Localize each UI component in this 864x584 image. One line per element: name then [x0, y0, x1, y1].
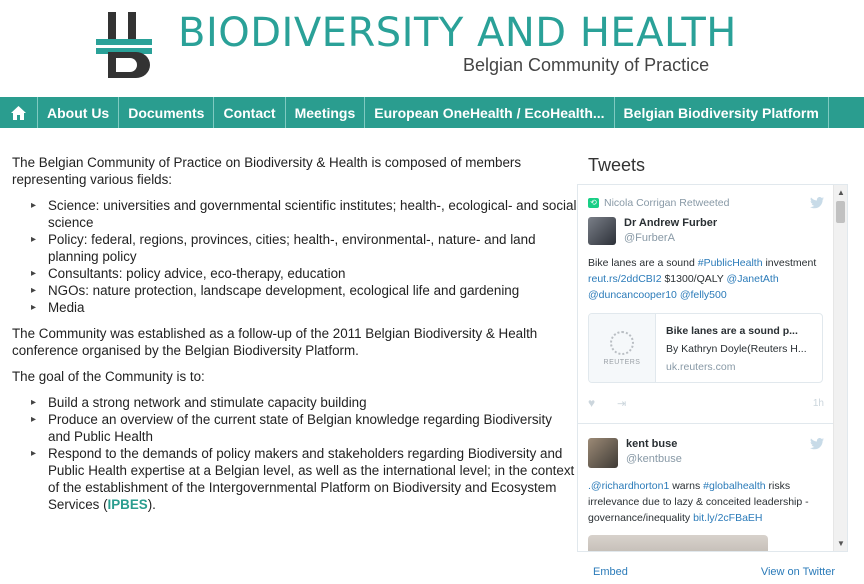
site-title[interactable]: BIODIVERSITY AND HEALTH: [178, 10, 737, 56]
tweets-heading: Tweets: [588, 155, 646, 175]
nav-meetings[interactable]: Meetings: [286, 97, 366, 128]
nav-about-us[interactable]: About Us: [38, 97, 119, 128]
list-item: ▸ Produce an overview of the current state of Belgian knowledge regarding Biodiversity and Public Health: [30, 411, 577, 445]
goal-text-end: ).: [147, 497, 156, 512]
retweet-icon: ⟲: [588, 198, 599, 208]
author-handle[interactable]: @kentbuse: [626, 453, 682, 465]
twitter-bird-icon[interactable]: [810, 197, 824, 209]
list-item: ▸ Media: [30, 299, 577, 316]
scroll-up-icon[interactable]: ▲: [837, 188, 845, 197]
tweet-text: [588, 478, 824, 526]
view-on-twitter-link[interactable]: View on Twitter: [760, 566, 835, 578]
list-item: [30, 445, 577, 513]
list-item: ▸ Policy: federal, regions, provinces, cities; health-, environmental-, nature- and land planning policy: [30, 231, 577, 265]
site-logo[interactable]: [96, 12, 152, 78]
goals-list: [30, 394, 577, 513]
url-link[interactable]: bit.ly/2cFBaEH: [693, 512, 763, 524]
nav-home[interactable]: [0, 97, 38, 128]
main-nav: [0, 97, 864, 128]
scroll-down-icon[interactable]: ▼: [837, 539, 845, 548]
tweet-text-part: warns: [669, 480, 704, 492]
mention-link[interactable]: @felly500: [679, 289, 727, 301]
author-handle[interactable]: @FurberA: [624, 232, 675, 244]
author-name[interactable]: Dr Andrew Furber: [624, 217, 718, 229]
tweet[interactable]: [588, 438, 824, 526]
author-name[interactable]: kent buse: [626, 438, 678, 450]
list-item: ▸ Build a strong network and stimulate capacity building: [30, 394, 577, 411]
hashtag-link[interactable]: #PublicHealth: [697, 257, 763, 269]
tweet-text-part: risks irrelevance due to lazy & conceited leadership - governance/inequality: [588, 480, 809, 524]
avatar[interactable]: [588, 217, 616, 245]
tweet-author[interactable]: [588, 217, 824, 245]
twitter-timeline[interactable]: [577, 184, 848, 552]
ipbes-link[interactable]: IPBES: [107, 497, 148, 512]
site-header: [0, 0, 864, 97]
fields-list: [30, 197, 577, 316]
list-item: ▸ Consultants: policy advice, eco-therapy, education: [30, 265, 577, 282]
tweet-divider: [578, 423, 834, 424]
tweet-media-image[interactable]: [588, 535, 768, 552]
card-description: By Kathryn Doyle(Reuters H...: [666, 343, 807, 355]
established-paragraph: The Community was established as a follow-up of the 2011 Belgian Biodiversity & Health conference organised by the Belgian Biodiversity Platform.: [12, 326, 538, 358]
main-content: [12, 154, 577, 522]
mention-link[interactable]: @JanetAth: [726, 273, 779, 285]
avatar[interactable]: [588, 438, 618, 468]
reuters-logo-icon: [610, 331, 634, 355]
scrollbar-thumb[interactable]: [836, 201, 845, 223]
card-logo-text: REUTERS: [603, 358, 641, 366]
list-item: ▸ NGOs: nature protection, landscape development, ecological life and gardening: [30, 282, 577, 299]
retweeted-by: Nicola Corrigan Retweeted: [604, 197, 730, 209]
nav-contact[interactable]: Contact: [214, 97, 285, 128]
goal-text: Respond to the demands of policy makers and stakeholders regarding Biodiversity and Public Health expertise at a Belgian level, as well as the international level; in the context of the establishment of the Intergovernmental Platform on Biodiversity and Ecosystem Services (: [48, 446, 575, 512]
share-icon[interactable]: ⇥: [617, 397, 627, 410]
list-item: ▸ Science: universities and governmental scientific institutes; health-, ecological- and social science: [30, 197, 577, 231]
timeline-scrollbar[interactable]: [833, 185, 847, 551]
embed-link[interactable]: Embed: [593, 566, 628, 578]
home-icon: [11, 106, 26, 120]
tweet-text-part: investment: [762, 257, 817, 269]
hashtag-link[interactable]: #globalhealth: [703, 480, 766, 492]
like-icon[interactable]: ♥: [588, 396, 596, 410]
twitter-bird-icon[interactable]: [810, 438, 824, 450]
mention-link[interactable]: .@richardhorton1: [588, 480, 670, 492]
tweet-author[interactable]: [588, 438, 824, 468]
tweet-text-part: $1300/QALY: [661, 273, 727, 285]
tweet-actions: [588, 396, 824, 410]
tweet-text-part: Bike lanes are a sound: [588, 257, 698, 269]
site-subtitle: Belgian Community of Practice: [463, 55, 710, 75]
tweet-timestamp[interactable]: 1h: [812, 397, 824, 409]
card-domain: uk.reuters.com: [666, 361, 736, 373]
nav-belgian-biodiversity-platform[interactable]: Belgian Biodiversity Platform: [615, 97, 829, 128]
goal-intro: The goal of the Community is to:: [12, 369, 205, 384]
card-title: Bike lanes are a sound p...: [666, 325, 798, 337]
intro-paragraph: The Belgian Community of Practice on Biodiversity & Health is composed of members representing various fields:: [12, 155, 522, 187]
mention-link[interactable]: @duncancooper10: [588, 289, 677, 301]
tweet-text: [588, 255, 824, 303]
link-card[interactable]: [588, 313, 823, 383]
nav-documents[interactable]: Documents: [119, 97, 214, 128]
url-link[interactable]: reut.rs/2ddCBI2: [588, 273, 662, 285]
card-thumbnail: [589, 314, 656, 382]
card-body: [656, 314, 815, 382]
retweet-line: [588, 197, 824, 209]
tweet[interactable]: [588, 197, 824, 410]
nav-european-onehealth[interactable]: European OneHealth / EcoHealth...: [365, 97, 614, 128]
